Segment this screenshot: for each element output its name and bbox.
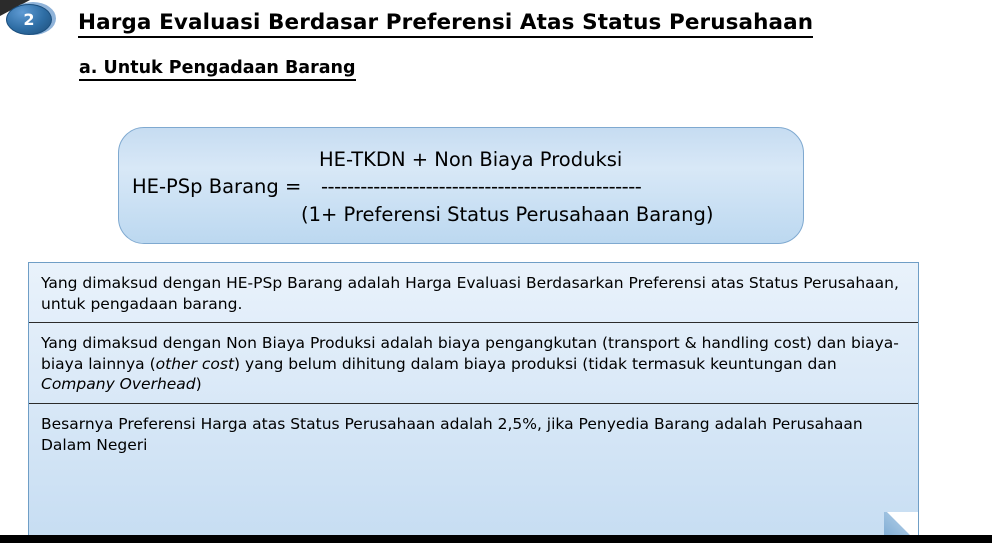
formula-numerator: HE-TKDN + Non Biaya Produksi bbox=[319, 148, 623, 171]
formula-left-hand-side: HE-PSp Barang = bbox=[132, 175, 302, 198]
formula-content bbox=[119, 128, 803, 243]
badge-number: 2 bbox=[6, 4, 52, 35]
notes-panel bbox=[28, 262, 919, 543]
formula-denominator: (1+ Preferensi Status Perusahaan Barang) bbox=[301, 203, 714, 226]
note-item: Yang dimaksud dengan Non Biaya Produksi adalah biaya pengangkutan (transport & handling cost) dan biaya-biaya lainnya (other cost) yang belum dihitung dalam biaya produksi (tidak termasuk keuntungan dan Company Overhead) bbox=[29, 322, 918, 403]
note-item: Yang dimaksud dengan HE-PSp Barang adalah Harga Evaluasi Berdasarkan Preferensi atas Status Perusahaan, untuk pengadaan barang. bbox=[41, 274, 899, 313]
formula-fraction-bar: ------------------------------------------------- bbox=[321, 175, 642, 198]
slide-number-badge bbox=[6, 2, 60, 42]
note-item: Besarnya Preferensi Harga atas Status Perusahaan adalah 2,5%, jika Penyedia Barang adalah Perusahaan Dalam Negeri bbox=[29, 403, 918, 463]
formula-box bbox=[118, 127, 804, 244]
page-subtitle: a. Untuk Pengadaan Barang bbox=[79, 58, 356, 81]
bottom-strip-decoration bbox=[0, 535, 992, 543]
page-title: Harga Evaluasi Berdasar Preferensi Atas Status Perusahaan bbox=[78, 10, 813, 38]
